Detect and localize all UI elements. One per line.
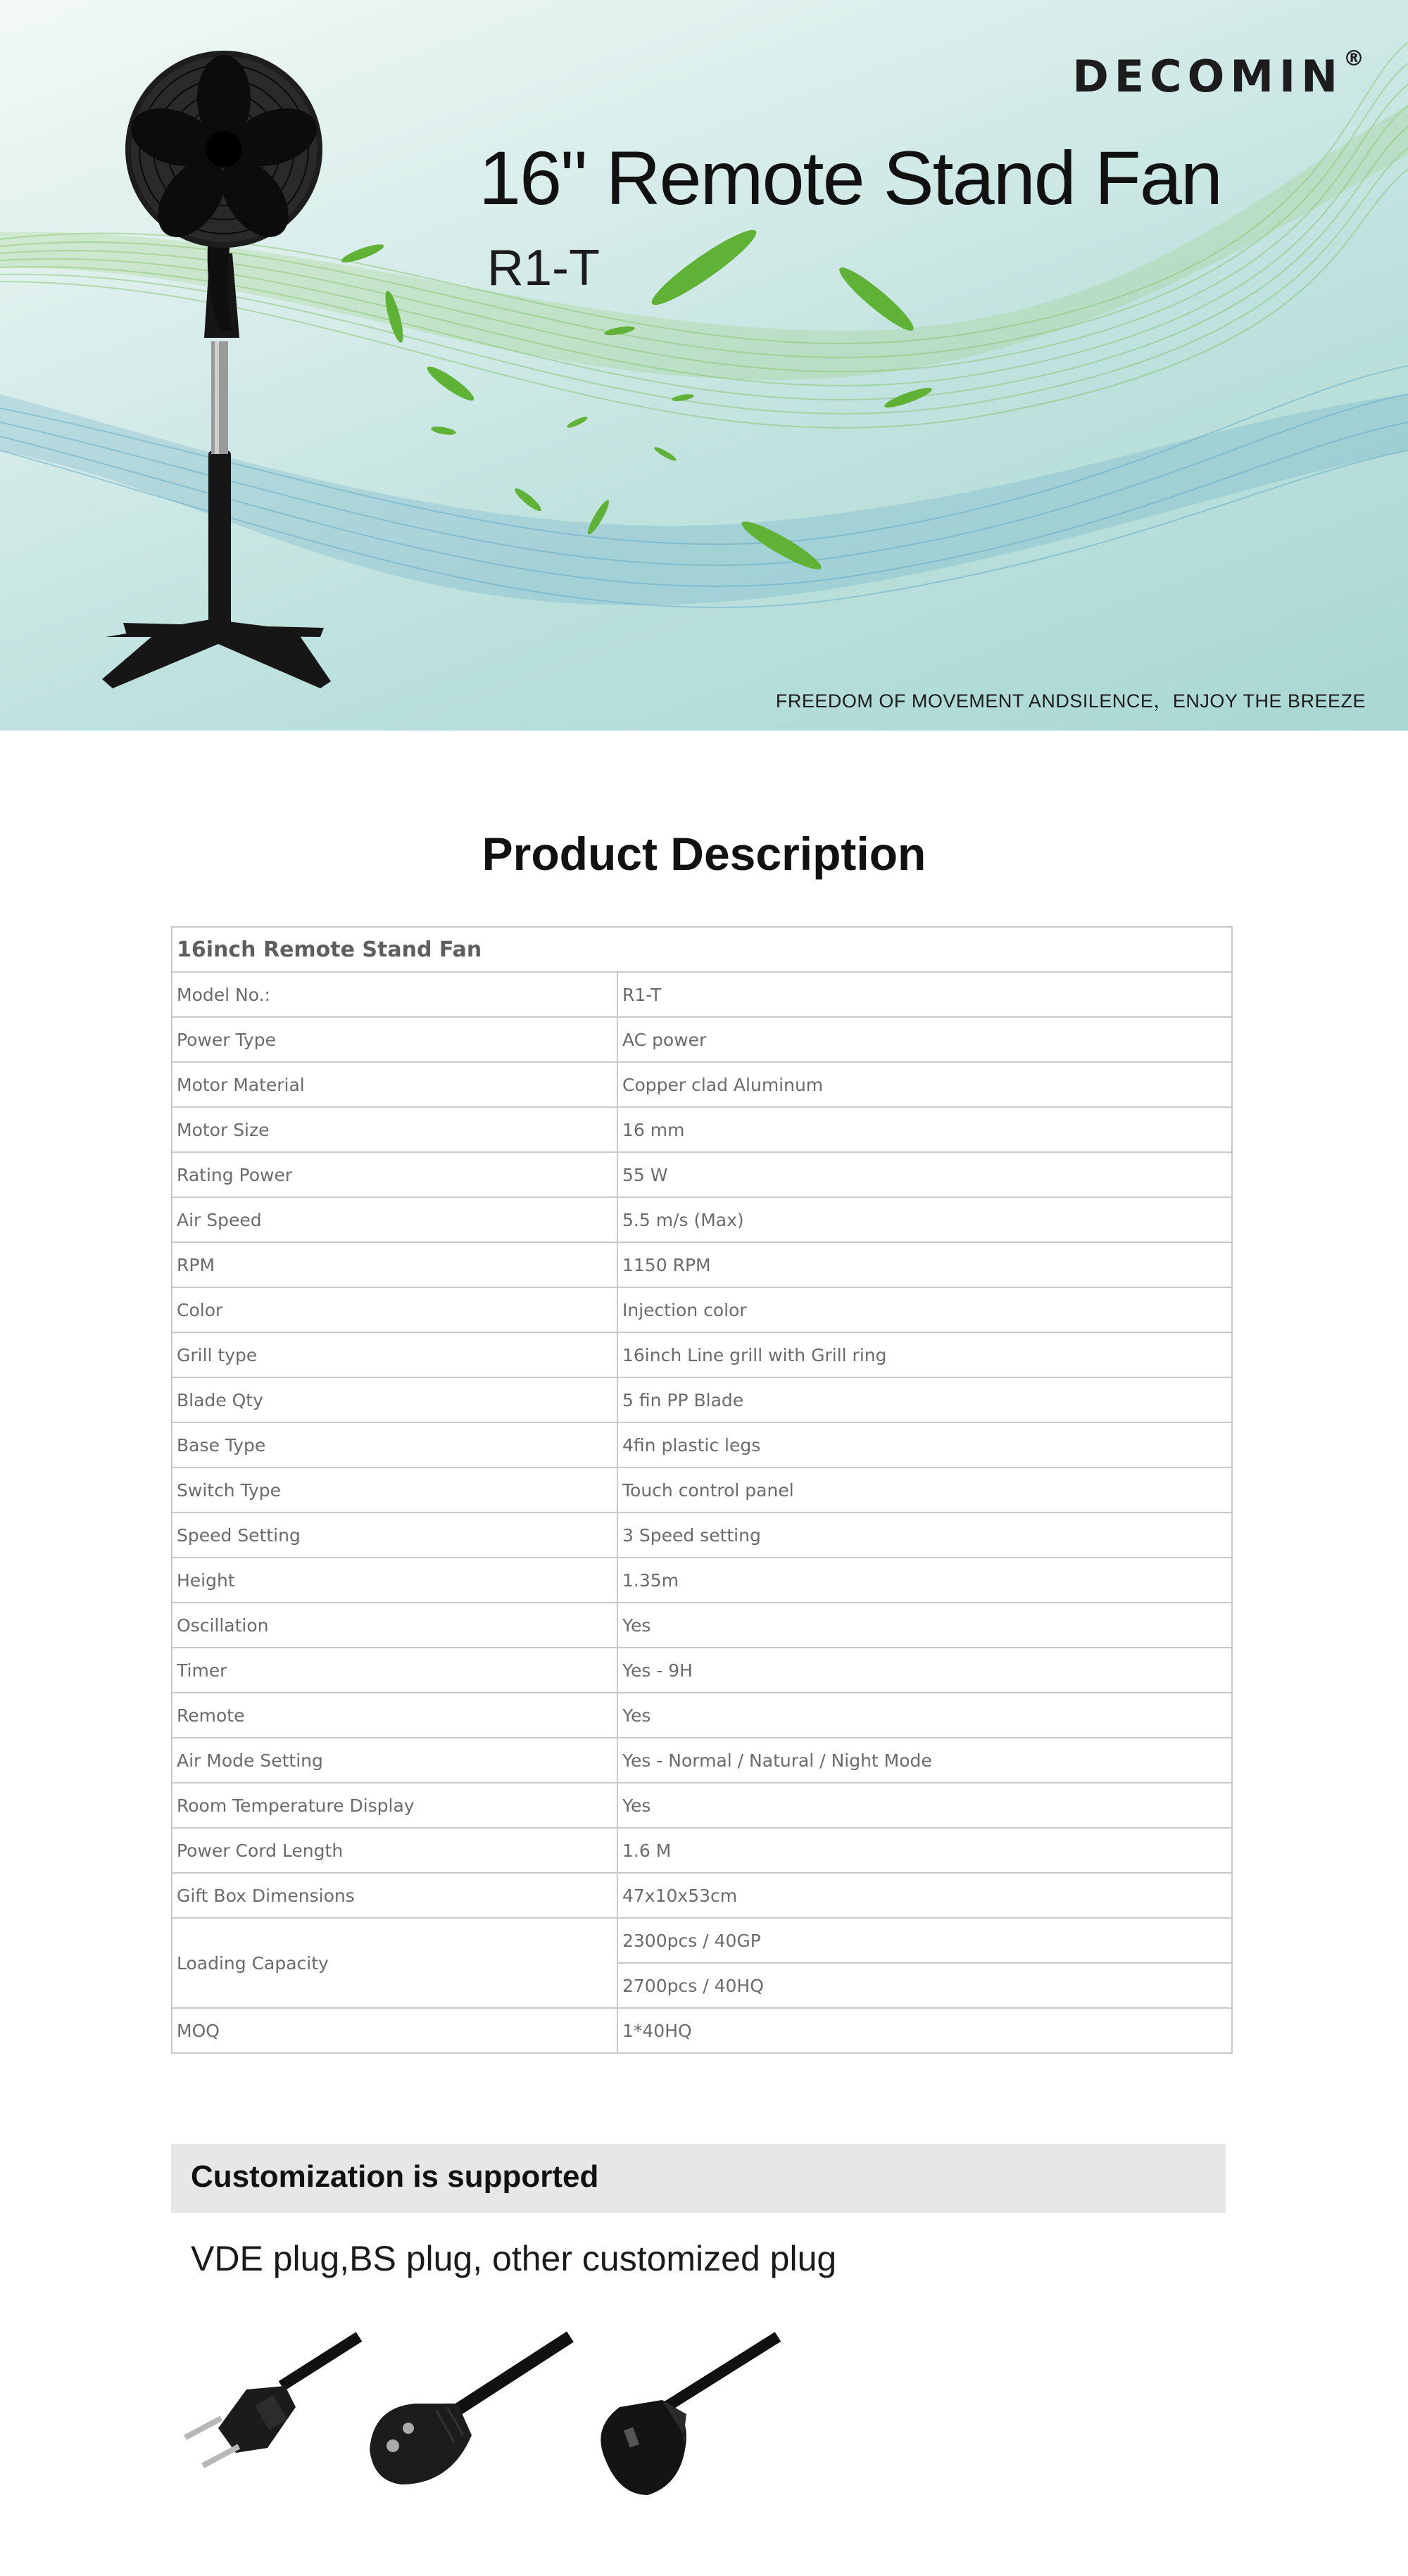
spec-label: RPM [172, 1242, 617, 1287]
table-row [172, 1603, 1232, 1648]
spec-value: 1.35m [617, 1558, 1232, 1603]
spec-label: Model No.: [172, 972, 617, 1017]
spec-value: 4fin plastic legs [617, 1422, 1232, 1467]
spec-value: 3 Speed setting [617, 1513, 1232, 1558]
spec-label: Remote [172, 1693, 617, 1738]
spec-value: Yes [617, 1603, 1232, 1648]
table-row [172, 1377, 1232, 1422]
spec-value: Yes [617, 1783, 1232, 1828]
spec-label: Motor Size [172, 1107, 617, 1152]
customization-title: Customization is supported [191, 2159, 599, 2194]
spec-label: Air Speed [172, 1197, 617, 1242]
table-row [172, 1422, 1232, 1467]
stand-fan-image [0, 0, 366, 704]
spec-value: 5 fin PP Blade [617, 1377, 1232, 1422]
schuko-plug-icon [370, 2337, 570, 2485]
spec-value: 5.5 m/s (Max) [617, 1197, 1232, 1242]
hero-banner [0, 0, 1408, 731]
hero-title: 16" Remote Stand Fan [479, 135, 1221, 220]
spec-value: 16inch Line grill with Grill ring [617, 1332, 1232, 1377]
spec-label: Loading Capacity [172, 1918, 617, 2008]
table-row [172, 1783, 1232, 1828]
spec-label: Gift Box Dimensions [172, 1873, 617, 1918]
spec-label: Color [172, 1287, 617, 1332]
spec-value: Yes - Normal / Natural / Night Mode [617, 1738, 1232, 1783]
spec-value: 55 W [617, 1152, 1232, 1197]
customization-bar [171, 2144, 1226, 2213]
spec-label: Switch Type [172, 1467, 617, 1513]
spec-value: Copper clad Aluminum [617, 1062, 1232, 1107]
brand-logo: DECOMIN® [1072, 46, 1364, 102]
spec-value: Touch control panel [617, 1467, 1232, 1513]
table-row [172, 1648, 1232, 1693]
table-row [172, 1738, 1232, 1783]
spec-value: Yes [617, 1693, 1232, 1738]
table-title-row [172, 927, 1232, 972]
table-row [172, 1513, 1232, 1558]
table-row [172, 1197, 1232, 1242]
table-row [172, 1693, 1232, 1738]
spec-label: Oscillation [172, 1603, 617, 1648]
spec-value: Yes - 9H [617, 1648, 1232, 1693]
section-heading: Product Description [482, 828, 926, 880]
plug-description: VDE plug,BS plug, other customized plug [191, 2239, 837, 2278]
spec-label: MOQ [172, 2008, 617, 2053]
hero-slogan: FREEDOM OF MOVEMENT ANDSILENCE，ENJOY THE BREEZE [775, 690, 1366, 712]
table-row [172, 1558, 1232, 1603]
table-row [172, 972, 1232, 1017]
table-row [172, 1152, 1232, 1197]
spec-value: 1.6 M [617, 1828, 1232, 1873]
spec-label: Timer [172, 1648, 617, 1693]
table-row [172, 1242, 1232, 1287]
spec-label: Rating Power [172, 1152, 617, 1197]
spec-value: 2300pcs / 40GP [617, 1918, 1232, 1963]
hero-model: R1-T [487, 240, 600, 296]
spec-label: Power Cord Length [172, 1828, 617, 1873]
table-title: 16inch Remote Stand Fan [172, 927, 1232, 972]
table-row [172, 1107, 1232, 1152]
spec-value: 16 mm [617, 1107, 1232, 1152]
table-row [172, 2008, 1232, 2053]
spec-label: Air Mode Setting [172, 1738, 617, 1783]
spec-value: 47x10x53cm [617, 1873, 1232, 1918]
table-row [172, 1017, 1232, 1062]
spec-value: 2700pcs / 40HQ [617, 1963, 1232, 2008]
spec-label: Motor Material [172, 1062, 617, 1107]
table-row [172, 1828, 1232, 1873]
table-row [172, 1467, 1232, 1513]
table-row [172, 1918, 1232, 1963]
spec-label: Speed Setting [172, 1513, 617, 1558]
spec-table [171, 926, 1233, 2054]
spec-label: Room Temperature Display [172, 1783, 617, 1828]
spec-label: Base Type [172, 1422, 617, 1467]
spec-value: 1*40HQ [617, 2008, 1232, 2053]
plug-images [169, 2323, 803, 2520]
spec-label: Blade Qty [172, 1377, 617, 1422]
spec-label: Grill type [172, 1332, 617, 1377]
spec-value: 1150 RPM [617, 1242, 1232, 1287]
euro-plug-icon [184, 2337, 359, 2468]
spec-value: AC power [617, 1017, 1232, 1062]
spec-value: Injection color [617, 1287, 1232, 1332]
table-row [172, 1062, 1232, 1107]
spec-label: Power Type [172, 1017, 617, 1062]
table-row [172, 1287, 1232, 1332]
table-row [172, 1873, 1232, 1918]
spec-label: Height [172, 1558, 617, 1603]
uk-plug-icon [601, 2337, 778, 2495]
table-row [172, 1332, 1232, 1377]
spec-value: R1-T [617, 972, 1232, 1017]
